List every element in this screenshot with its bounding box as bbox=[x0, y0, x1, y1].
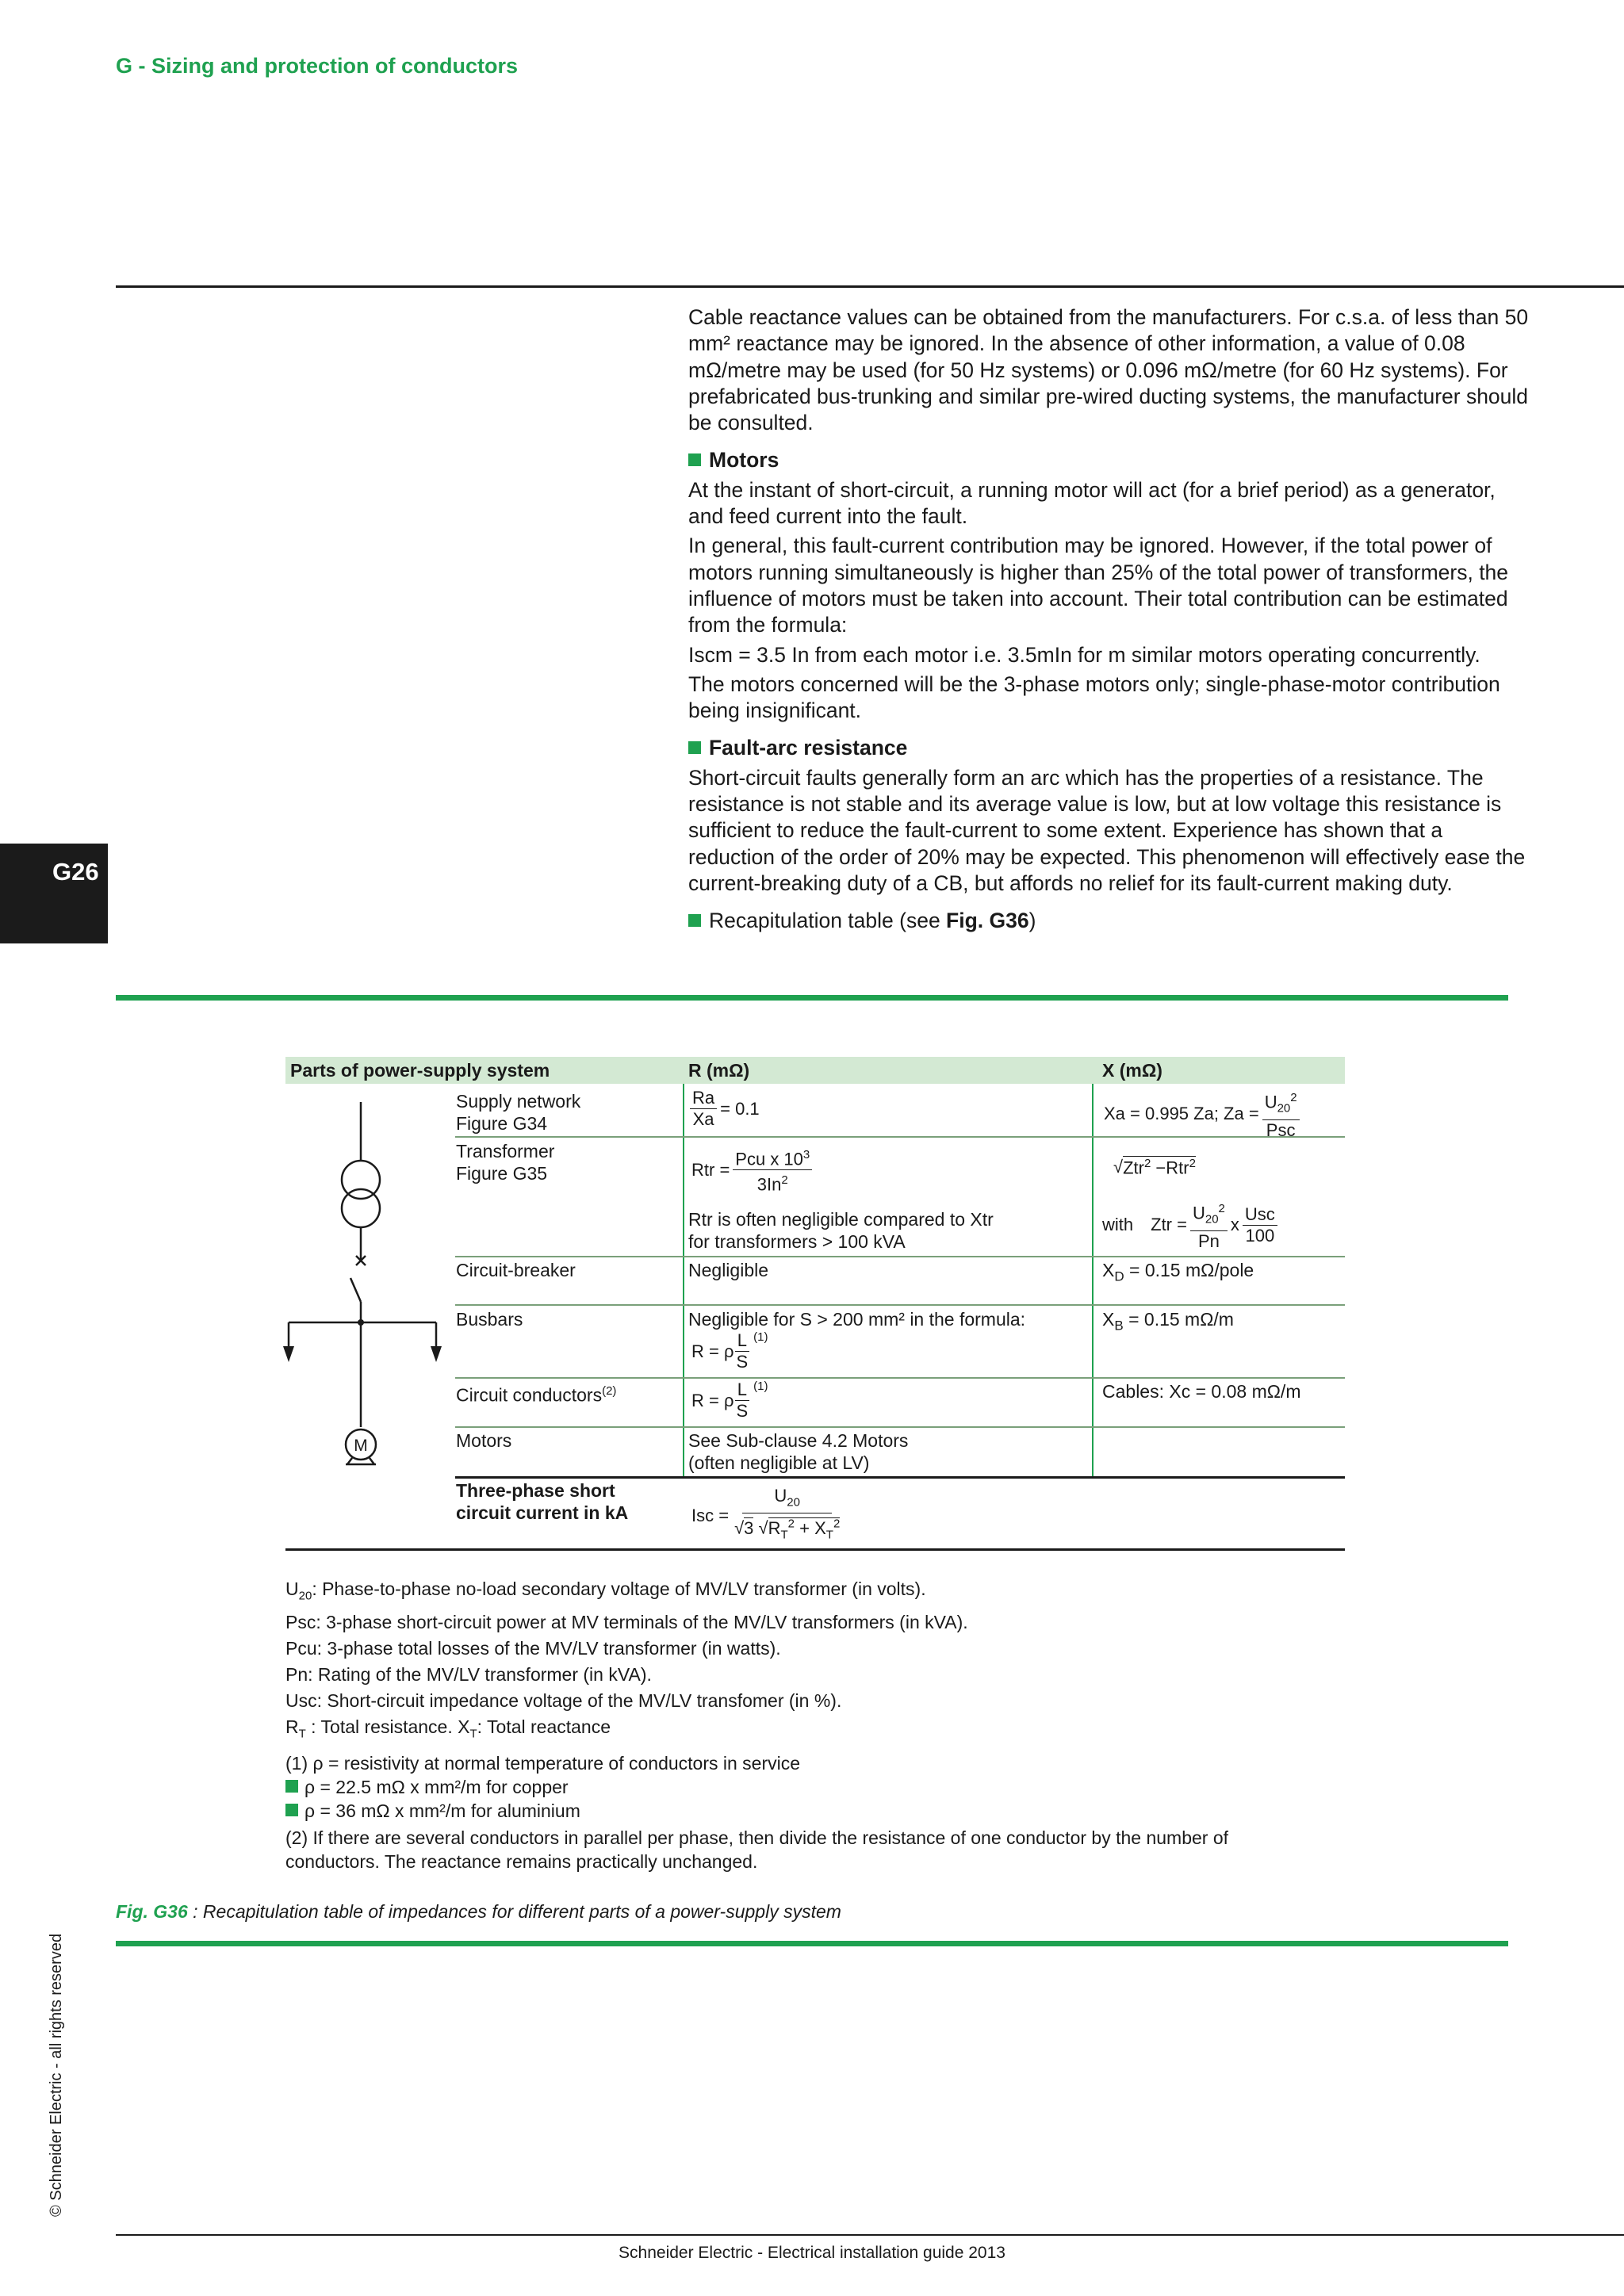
table-header-r: R (mΩ) bbox=[688, 1060, 750, 1081]
single-line-diagram bbox=[278, 1088, 452, 1484]
part-motors: Motors bbox=[456, 1430, 512, 1451]
bullet-square-icon bbox=[688, 453, 701, 466]
table-header-x: X (mΩ) bbox=[1102, 1060, 1162, 1081]
paragraph-fault-arc: Short-circuit faults generally form an arc which has the properties of a resistance. The resistance is not stable and its average value is low, but at low voltage this resistance is sufficient to reduce the fault-current to some extent. Experience has shown that a reduction of the order of 20% may be expected. This phenomenon will effectively ease the current-breaking duty of a CB, but affords no relief for its fault-current making duty. bbox=[688, 765, 1526, 895]
table-bottom-rule bbox=[285, 1548, 1345, 1551]
paragraph-cable-reactance: Cable reactance values can be obtained from the manufacturers. For c.s.a. of less than 50 mm² reactance may be ignored. In the absence of other information, a value of 0.08 mΩ/metre may be used (for 50 Hz systems) or 0.096 mΩ/metre (for 60 Hz systems). For prefabricated bus-trunking and similar pre-wired ducting systems, the manufacturer should be consulted. bbox=[688, 305, 1529, 435]
bullet-square-icon bbox=[688, 741, 701, 754]
formula-isc: Isc = $\frac{U_{20}}{√3 √R_T^2 + X_T^2}$ bbox=[691, 1486, 841, 1542]
table-notes bbox=[285, 1576, 1380, 1873]
formula-ra-xa: $\frac{Ra}{Xa}$ = 0.1 bbox=[687, 1088, 760, 1130]
section-heading-fault-arc: Fault-arc resistance bbox=[688, 735, 1529, 761]
section-divider-top bbox=[116, 995, 1508, 1001]
column-separator bbox=[683, 1084, 684, 1477]
part-transformer-figure: Figure G35 bbox=[456, 1163, 548, 1184]
row-separator bbox=[455, 1426, 1345, 1428]
motors-formula: Iscm = 3.5 In from each motor i.e. 3.5mIn for m similar motors operating concurrently. bbox=[688, 642, 1480, 667]
formula-xa: Xa = 0.995 Za; Za = $U_{20}^2$ Psc bbox=[1104, 1088, 1303, 1141]
busbar-resistance-note: Negligible for S > 200 mm² in the formula: bbox=[688, 1309, 1026, 1330]
recap-reference: Recapitulation table (see Fig. G36) bbox=[688, 908, 1529, 934]
note-pn: Pn: Rating of the MV/LV transformer (in kVA). bbox=[285, 1663, 652, 1685]
formula-busbar-r: R = ρ L S $^{(1)}$ bbox=[691, 1330, 768, 1372]
note-copper: ρ = 22.5 mΩ x mm²/m for copper bbox=[285, 1775, 1380, 1799]
note-u20: $U_{20}$: Phase-to-phase no-load secondary voltage of MV/LV transformer (in volts). bbox=[285, 1578, 926, 1603]
formula-rtr: Rtr = Pcu x $10^3$ 3In$^2$ bbox=[691, 1145, 815, 1196]
note-psc: Psc: 3-phase short-circuit power at MV terminals of the MV/LV transformers (in kVA). bbox=[285, 1611, 968, 1632]
part-transformer: Transformer bbox=[456, 1141, 555, 1161]
note-pcu: Pcu: 3-phase total losses of the MV/LV transformer (in watts). bbox=[285, 1637, 781, 1659]
body-text bbox=[688, 304, 1529, 935]
part-supply-network: Supply network bbox=[456, 1091, 581, 1112]
note-usc: Usc: Short-circuit impedance voltage of the MV/LV transfomer (in %). bbox=[285, 1689, 842, 1711]
page-number: G26 bbox=[52, 858, 99, 886]
cb-reactance: $X_D = 0.15$ mΩ/pole bbox=[1102, 1260, 1254, 1284]
paragraph-motors-1: At the instant of short-circuit, a running motor will act (for a brief period) as a generator, and feed current into the fault. bbox=[688, 477, 1496, 529]
section-heading-motors: Motors bbox=[688, 447, 1529, 473]
page-number-tab bbox=[0, 844, 108, 943]
part-circuit-breaker: Circuit-breaker bbox=[456, 1260, 576, 1280]
note-2-line1: (2) If there are several conductors in parallel per phase, then divide the resistance of one conductor by the number of bbox=[285, 1827, 1229, 1849]
page-header-title: G - Sizing and protection of conductors bbox=[116, 54, 518, 78]
header-rule bbox=[116, 285, 1624, 288]
rtr-note-line2: for transformers > 100 kVA bbox=[688, 1231, 906, 1252]
bullet-square-icon bbox=[285, 1780, 298, 1793]
paragraph-motors-2: In general, this fault-current contribution may be ignored. However, if the total power of motors running simultaneously is higher than 25% of the total power of transformers, the influence of motors must be taken into account. Their total contribution can be estimated from the formula: bbox=[688, 534, 1509, 637]
paragraph-motors-3: The motors concerned will be the 3-phase motors only; single-phase-motor contribution being insignificant. bbox=[688, 672, 1500, 723]
formula-xtr: √ Ztr$^2$ −Rtr$^2$ bbox=[1113, 1157, 1196, 1178]
row-separator-dark bbox=[455, 1476, 1345, 1479]
part-isc-line2: circuit current in kA bbox=[456, 1502, 629, 1523]
note-2-line2: conductors. The reactance remains practically unchanged. bbox=[285, 1851, 758, 1873]
note-rt-xt: $R_T$ : Total resistance. $X_T$: Total reactance bbox=[285, 1716, 611, 1741]
note-1: (1) ρ = resistivity at normal temperature of conductors in service bbox=[285, 1753, 801, 1774]
figure-caption: Fig. G36 : Recapitulation table of impedances for different parts of a power-supply system bbox=[116, 1901, 841, 1922]
footer-text: Schneider Electric - Electrical installation guide 2013 bbox=[619, 2244, 1005, 2262]
part-supply-figure: Figure G34 bbox=[456, 1113, 548, 1134]
formula-conductor-r: R = ρ L S $^{(1)}$ bbox=[691, 1380, 768, 1421]
part-circuit-conductors: Circuit conductors$^{(2)}$ bbox=[456, 1384, 617, 1406]
motors-note-line2: (often negligible at LV) bbox=[688, 1452, 870, 1473]
motors-note-line1: See Sub-clause 4.2 Motors bbox=[688, 1430, 909, 1451]
row-separator bbox=[455, 1377, 1345, 1379]
motor-symbol-label: M bbox=[354, 1437, 368, 1455]
table-header-parts: Parts of power-supply system bbox=[290, 1060, 550, 1081]
cb-resistance: Negligible bbox=[688, 1260, 769, 1280]
formula-ztr: with Ztr = $\frac{U_{20}^2}{Pn}$ x Usc 100 bbox=[1102, 1199, 1281, 1252]
bullet-square-icon bbox=[285, 1804, 298, 1816]
note-aluminium: ρ = 36 mΩ x mm²/m for aluminium bbox=[285, 1799, 1380, 1823]
row-separator bbox=[455, 1304, 1345, 1306]
column-separator bbox=[1092, 1084, 1094, 1477]
cable-reactance: Cables: Xc = 0.08 mΩ/m bbox=[1102, 1381, 1301, 1402]
row-separator bbox=[455, 1256, 1345, 1257]
part-busbars: Busbars bbox=[456, 1309, 523, 1330]
copyright-notice: © Schneider Electric - all rights reserved bbox=[48, 1933, 65, 2217]
section-divider-bottom bbox=[116, 1941, 1508, 1946]
footer-rule bbox=[116, 2234, 1624, 2236]
busbar-reactance: $X_B = 0.15$ mΩ/m bbox=[1102, 1309, 1234, 1334]
rtr-note-line1: Rtr is often negligible compared to Xtr bbox=[688, 1209, 994, 1230]
part-isc-line1: Three-phase short bbox=[456, 1480, 615, 1501]
bullet-square-icon bbox=[688, 914, 701, 927]
